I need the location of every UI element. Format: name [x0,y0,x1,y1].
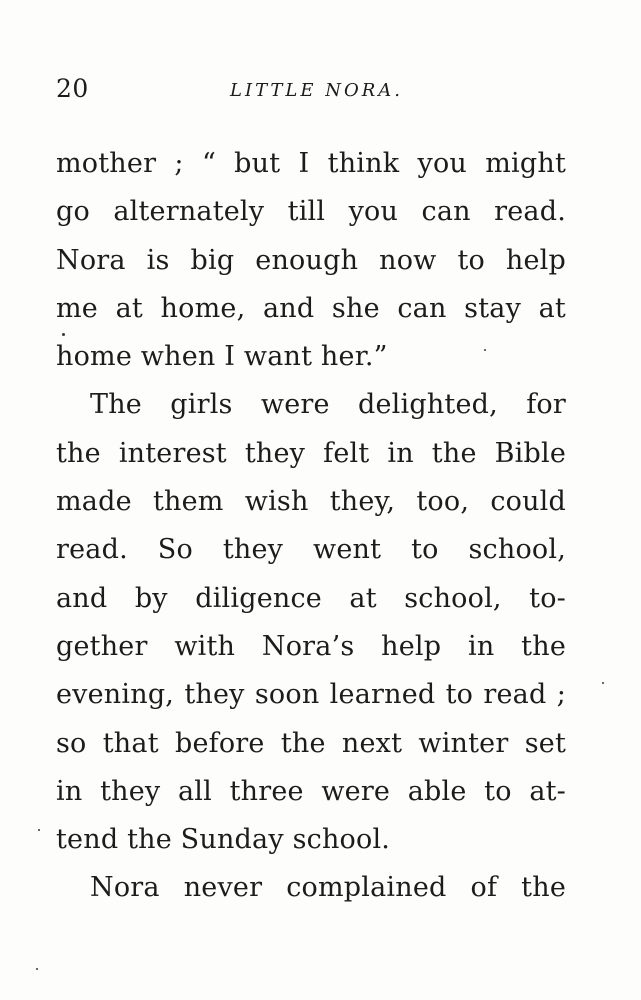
text-line: mother ; “ but I think you might [56,148,566,179]
body-text [56,140,566,913]
print-speck [484,349,486,351]
text-line: evening, they soon learned to read ; [56,679,566,711]
text-line: Nora never complained of the [90,872,566,904]
text-line: the interest they felt in the Bible [56,437,566,469]
text-line: home when I want her.” [56,341,388,373]
text-line: The girls were delighted, for [90,389,566,421]
page-header [56,72,576,108]
print-speck [38,829,40,831]
text-line: me at home, and she can stay at [56,292,566,324]
text-line: in they all three were able to at- [56,775,566,807]
running-title: LITTLE NORA. [230,80,404,101]
text-line: Nora is big enough now to help [56,244,566,276]
print-speck [36,968,38,970]
text-line: and by diligence at school, to- [56,582,566,614]
text-line: so that before the next winter set [56,727,566,759]
text-line: gether with Nora’s help in the [56,630,566,662]
text-line: go alternately till you can read. [56,196,566,228]
print-speck [62,333,65,336]
print-speck [602,682,604,684]
text-line: tend the Sunday school. [56,824,391,856]
text-line: made them wish they, too, could [56,486,566,518]
page-number: 20 [56,74,89,103]
text-line: read. So they went to school, [56,534,566,566]
